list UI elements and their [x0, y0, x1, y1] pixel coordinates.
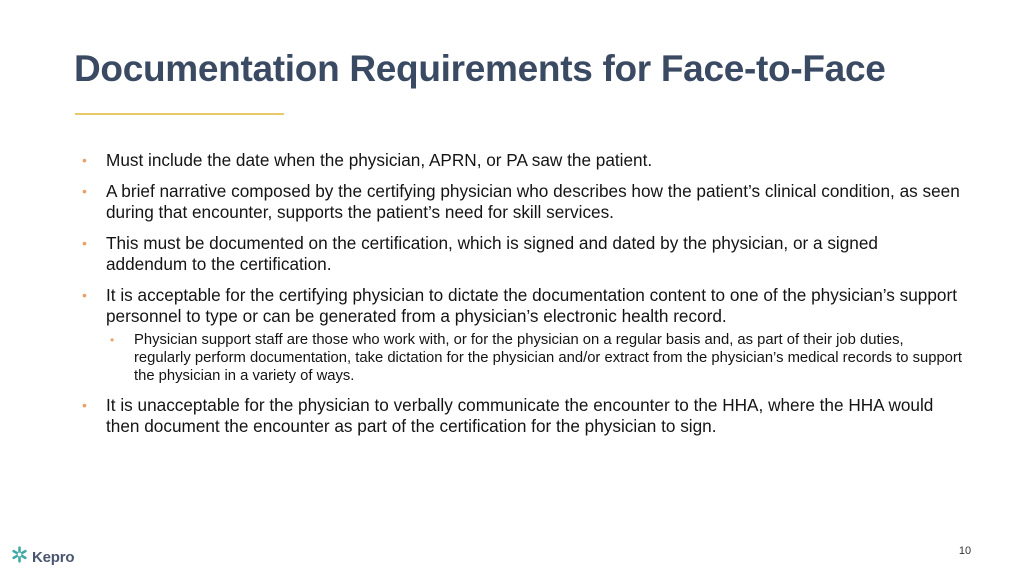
bullet-dot-icon: •	[82, 286, 87, 303]
bullet-text: A brief narrative composed by the certifying physician who describes how the patient’s clinical condition, as seen during that encounter, supports the patient’s need for skill services.	[106, 180, 960, 222]
bullet-item	[82, 285, 962, 386]
page-number: 10	[958, 545, 972, 557]
bullet-dot-icon: •	[82, 152, 87, 168]
title-underline-rule	[75, 113, 284, 115]
bullet-dot-icon: •	[82, 397, 87, 414]
sub-bullet-list	[106, 331, 962, 386]
bullet-list	[82, 150, 962, 437]
bullet-text: This must be documented on the certification, which is signed and dated by the physician, or a signed addendum to the certification.	[106, 232, 878, 274]
bullet-text: Must include the date when the physician, APRN, or PA saw the patient.	[106, 150, 653, 170]
kepro-logo	[11, 546, 74, 568]
kepro-logo-text: Kepro	[32, 548, 75, 566]
bullet-item	[82, 395, 962, 437]
bullet-dot-icon: •	[82, 234, 87, 251]
sub-bullet-dot-icon: •	[110, 332, 115, 347]
kepro-snowflake-icon	[11, 546, 28, 568]
sub-bullet-item	[106, 331, 962, 386]
bullet-item	[82, 150, 962, 171]
bullet-text: It is acceptable for the certifying physician to dictate the documentation content to one of the physician’s support personnel to type or can be generated from a physician’s electronic health record.	[106, 284, 957, 326]
bullet-item	[82, 233, 962, 275]
bullet-dot-icon: •	[82, 182, 87, 199]
bullet-text: It is unacceptable for the physician to verbally communicate the encounter to the HHA, where the HHA would then document the encounter as part of the certification for the physician to sign.	[106, 395, 934, 437]
sub-bullet-text: Physician support staff are those who work with, or for the physician on a regular basis and, as part of their job duties, regularly perform documentation, take dictation for the physician and/or extract from the physician’s medical records to support the physician in a variety of ways.	[134, 331, 962, 385]
bullet-item	[82, 181, 962, 223]
slide-content	[82, 150, 962, 447]
slide-title: Documentation Requirements for Face-to-Face	[74, 48, 886, 89]
